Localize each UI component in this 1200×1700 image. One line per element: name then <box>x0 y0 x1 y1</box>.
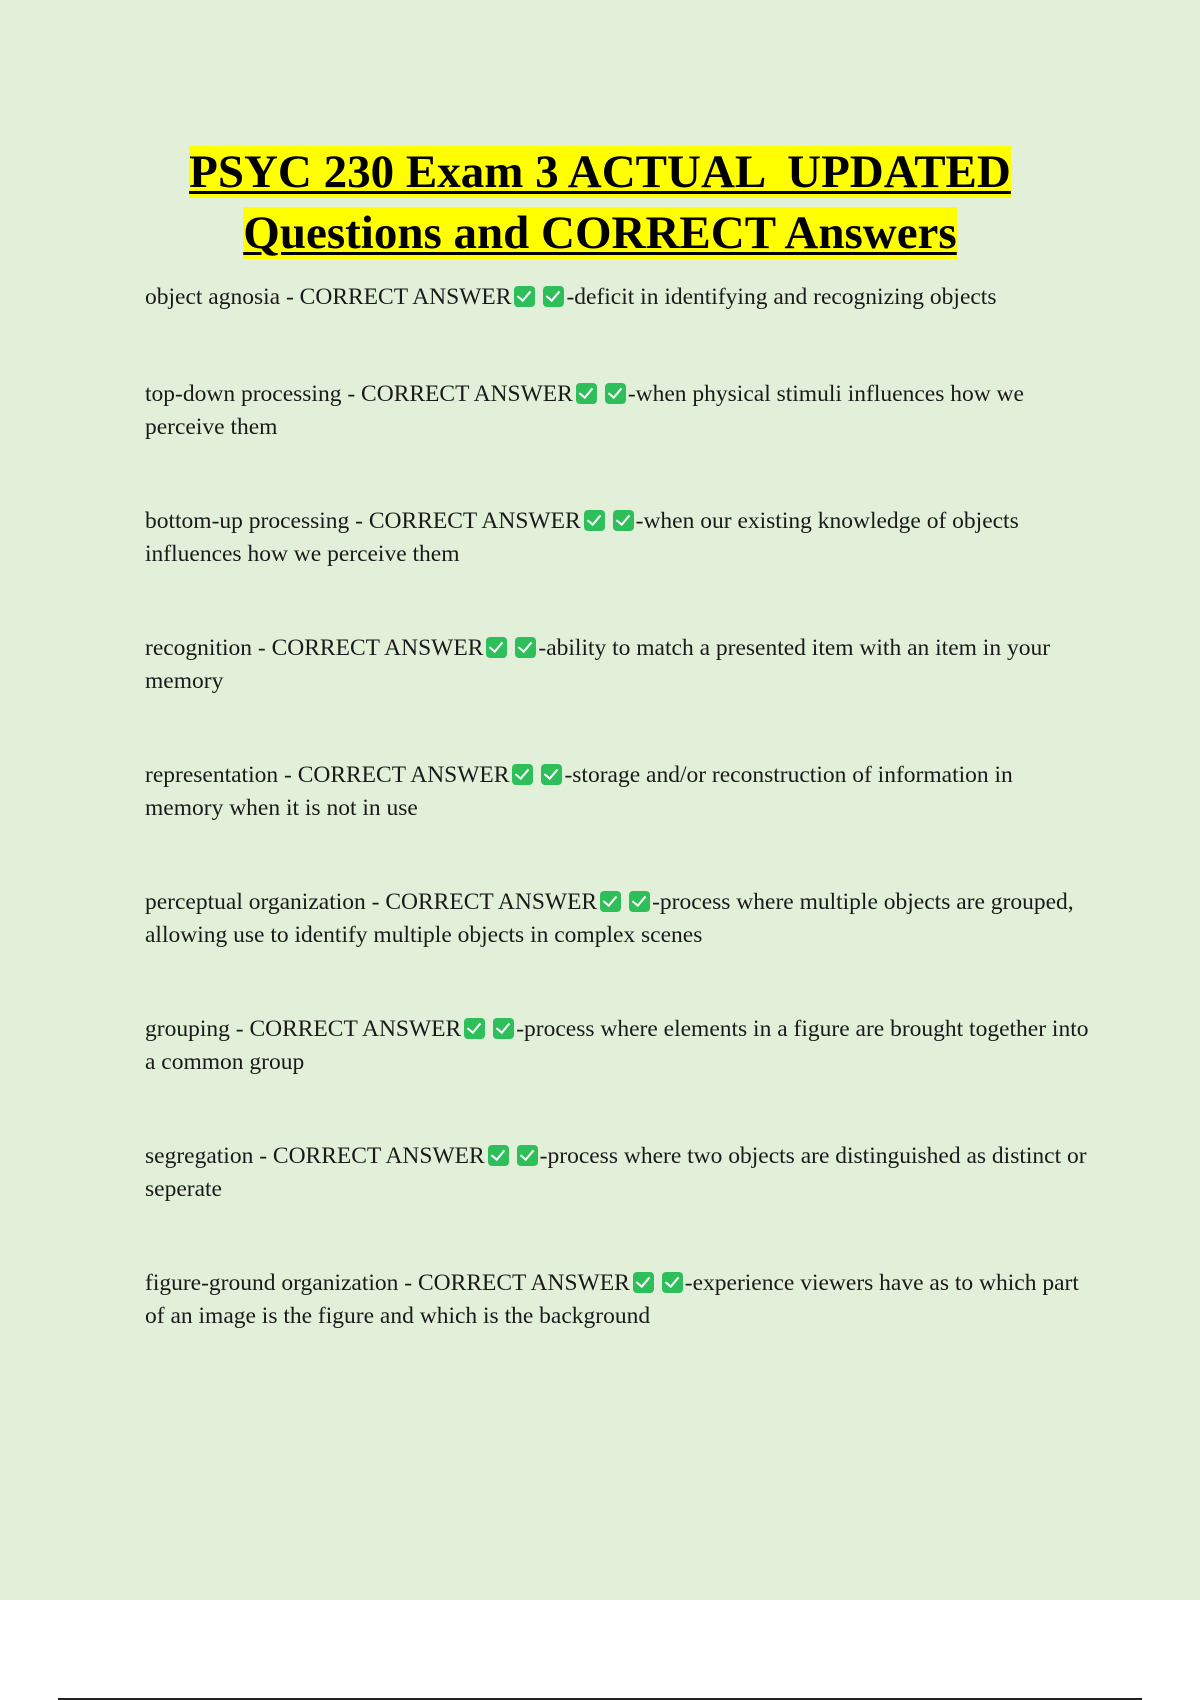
check-mark-icon <box>514 286 535 307</box>
term-text: segregation <box>145 1143 254 1169</box>
definition-text: -process where two objects are distinguished as distinct or seperate <box>145 1143 1087 1202</box>
qa-entry <box>145 632 1095 698</box>
check-mark-icon <box>493 1018 514 1039</box>
correct-answer-label: CORRECT ANSWER <box>368 508 581 534</box>
term-text: figure-ground organization <box>145 1270 399 1296</box>
check-mark-icon <box>541 764 562 785</box>
definition-text: -process where multiple objects are grouped, allowing use to identify multiple objects in complex scenes <box>145 889 1074 948</box>
correct-answer-label: CORRECT ANSWER <box>361 381 573 407</box>
check-mark-icon <box>613 510 634 531</box>
separator-text: - <box>229 1016 250 1042</box>
separator-text: - <box>398 1270 418 1296</box>
check-mark-icon <box>576 383 597 404</box>
correct-answer-label: CORRECT ANSWER <box>418 1270 630 1296</box>
qa-entry <box>145 886 1095 952</box>
qa-entry <box>145 378 1095 444</box>
page-title <box>80 142 1120 264</box>
qa-entry <box>145 759 1095 825</box>
term-text: perceptual organization <box>145 889 366 915</box>
definition-text: -deficit in identifying and recognizing objects <box>566 284 997 310</box>
qa-entry <box>145 281 1095 314</box>
separator-text: - <box>280 284 300 310</box>
separator-text: - <box>252 635 272 661</box>
term-text: recognition <box>145 635 253 661</box>
definition-text: -process where elements in a figure are brought together into a common group <box>145 1016 1089 1075</box>
check-mark-icon <box>600 891 621 912</box>
term-text: representation <box>145 762 279 788</box>
separator-text: - <box>349 508 369 534</box>
definition-text: -when physical stimuli influences how we perceive them <box>145 381 1024 440</box>
check-mark-icon <box>605 383 626 404</box>
check-mark-icon <box>584 510 605 531</box>
term-text: bottom-up processing <box>145 508 350 534</box>
check-mark-icon <box>629 891 650 912</box>
term-text: object agnosia <box>145 284 281 310</box>
definition-text: -storage and/or reconstruction of information in memory when it is not in use <box>145 762 1013 821</box>
definition-text: -when our existing knowledge of objects influences how we perceive them <box>145 508 1019 567</box>
check-mark-icon <box>512 764 533 785</box>
separator-text: - <box>365 889 386 915</box>
definition-text: -ability to match a presented item with an item in your memory <box>145 635 1051 694</box>
definition-text: -experience viewers have as to which part of an image is the figure and which is the background <box>145 1270 1079 1329</box>
check-mark-icon <box>543 286 564 307</box>
check-mark-icon <box>517 1145 538 1166</box>
correct-answer-label: CORRECT ANSWER <box>297 762 510 788</box>
term-text: top-down processing <box>145 381 342 407</box>
title-line-1: PSYC 230 Exam 3 ACTUAL UPDATED <box>189 146 1011 198</box>
separator-text: - <box>253 1143 273 1169</box>
qa-entry <box>145 1140 1095 1206</box>
correct-answer-label: CORRECT ANSWER <box>299 284 512 310</box>
check-mark-icon <box>486 637 507 658</box>
check-mark-icon <box>662 1272 683 1293</box>
check-mark-icon <box>633 1272 654 1293</box>
separator-text: - <box>341 381 362 407</box>
correct-answer-label: CORRECT ANSWER <box>249 1016 462 1042</box>
correct-answer-label: CORRECT ANSWER <box>272 1143 485 1169</box>
qa-entry <box>145 505 1095 571</box>
correct-answer-label: CORRECT ANSWER <box>385 889 598 915</box>
check-mark-icon <box>464 1018 485 1039</box>
check-mark-icon <box>488 1145 509 1166</box>
qa-list <box>145 281 1095 1394</box>
correct-answer-label: CORRECT ANSWER <box>271 635 484 661</box>
check-mark-icon <box>515 637 536 658</box>
separator-text: - <box>278 762 298 788</box>
qa-entry <box>145 1267 1095 1333</box>
term-text: grouping <box>145 1016 230 1042</box>
title-line-2: Questions and CORRECT Answers <box>243 207 957 259</box>
qa-entry <box>145 1013 1095 1079</box>
